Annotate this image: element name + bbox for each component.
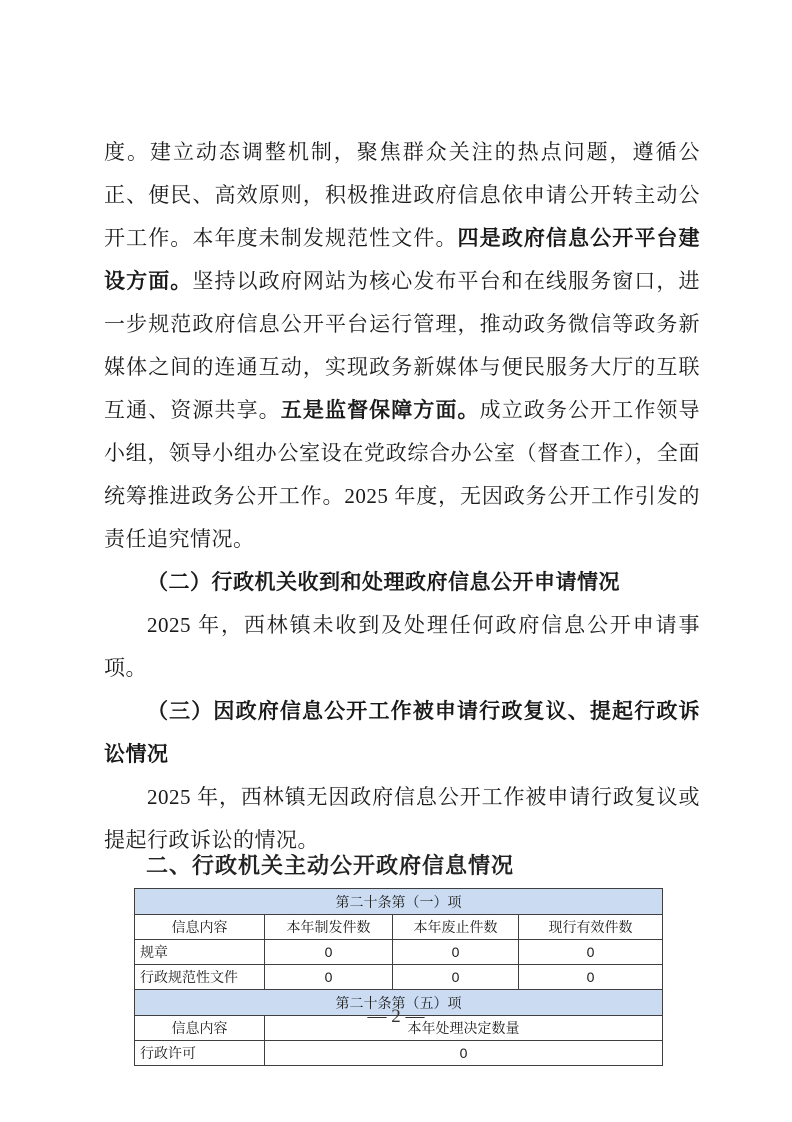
cell-value: 0 (393, 940, 519, 965)
cell-value: 0 (393, 965, 519, 990)
table-header-row (135, 915, 663, 940)
paragraph-run-bold: 四是政府信息公开平台建设方面。 (104, 226, 701, 293)
table-row (135, 1041, 663, 1066)
column-header-currently-valid: 现行有效件数 (519, 915, 663, 940)
page-number: — 2 — (367, 1006, 425, 1027)
table-banner-row (135, 889, 663, 915)
cell-value: 0 (265, 965, 393, 990)
cell-value: 0 (519, 940, 663, 965)
row-label-normative-documents: 行政规范性文件 (135, 965, 265, 990)
cell-value: 0 (519, 965, 663, 990)
section-title-proactive-disclosure: 二、行政机关主动公开政府信息情况 (146, 853, 515, 878)
table-banner-article20-item1: 第二十条第（一）项 (135, 889, 663, 915)
paragraph-run: 成立政务公开工作领导小组，领导小组办公室设在党政综合办公室（督查工作），全面统筹推进政务公开工作。2025 年度，无因政务公开工作引发的责任追究情况。 (104, 398, 701, 551)
column-header-decisions-this-year: 本年处理决定数量 (265, 1016, 663, 1041)
paragraph-run: 坚持以政府网站为核心发布平台和在线服务窗口，进一步规范政府信息公开平台运行管理，推动政务微信等政务新媒体之间的连通互动，实现政务新媒体与便民服务大厅的互联互通、资源共享。 (104, 269, 701, 422)
row-label-regulations: 规章 (135, 940, 265, 965)
column-header-info-content: 信息内容 (135, 1016, 265, 1041)
table-row (135, 940, 663, 965)
paragraph-run: 度。建立动态调整机制，聚焦群众关注的热点问题，遵循公正、便民、高效原则，积极推进政府信息依申请公开转主动公开工作。本年度未制发规范性文件。 (104, 140, 700, 250)
row-label-administrative-license: 行政许可 (135, 1041, 265, 1066)
column-header-info-content: 信息内容 (135, 915, 265, 940)
table-row (135, 965, 663, 990)
heading-section-2: （二）行政机关收到和处理政府信息公开申请情况 (147, 570, 620, 594)
paragraph-run-bold: 五是监督保障方面。 (280, 398, 480, 422)
table-banner-article20-item5: 第二十条第（五）项 (135, 990, 663, 1016)
paragraph-litigation: 2025 年，西林镇无因政府信息公开工作被申请行政复议或提起行政诉讼的情况。 (104, 785, 700, 852)
disclosure-statistics-table (134, 888, 663, 1066)
cell-value: 0 (265, 940, 393, 965)
paragraph-continuation (104, 131, 700, 561)
column-header-issued-this-year: 本年制发件数 (265, 915, 393, 940)
heading-section-3: （三）因政府信息公开工作被申请行政复议、提起行政诉讼情况 (104, 699, 700, 766)
cell-value: 0 (265, 1041, 663, 1066)
paragraph-requests: 2025 年，西林镇未收到及处理任何政府信息公开申请事项。 (104, 613, 700, 680)
column-header-repealed-this-year: 本年废止件数 (393, 915, 519, 940)
